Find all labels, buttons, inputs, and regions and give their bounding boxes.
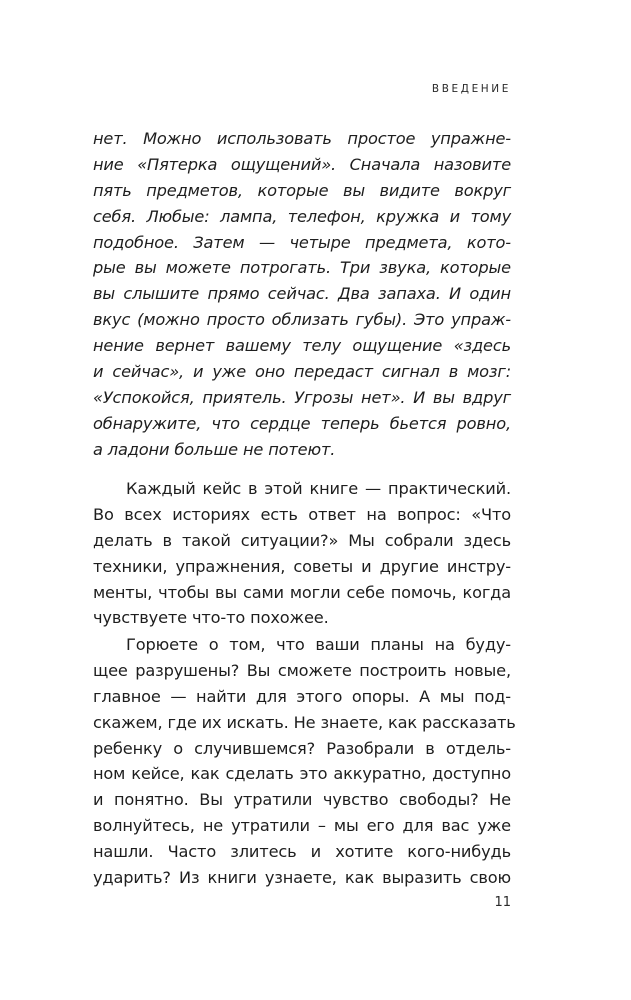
running-header: ВВЕДЕНИЕ bbox=[431, 83, 511, 95]
text-line: вы слышите прямо сейчас. Два запаха. И один bbox=[93, 284, 511, 304]
text-line: Во всех историях есть ответ на вопрос: «Что bbox=[93, 504, 511, 524]
paragraph-examples bbox=[93, 632, 516, 891]
text-line: скажем, где их искать. Не знаете, как рассказать bbox=[93, 712, 516, 732]
text-line: нет. Можно использовать простое упражне- bbox=[93, 129, 511, 148]
text-line: волнуйтесь, не утратили – мы его для вас уже bbox=[93, 816, 511, 836]
text-line: а ладони больше не потеют. bbox=[93, 439, 336, 459]
text-line: пять предметов, которые вы видите вокруг bbox=[93, 180, 511, 200]
text-line: техники, упражнения, советы и другие инстру- bbox=[93, 556, 511, 576]
text-line: ном кейсе, как сделать это аккуратно, доступно bbox=[93, 764, 511, 784]
text-line: себя. Любые: лампа, телефон, кружка и тому bbox=[93, 206, 511, 226]
text-line: и понятно. Вы утратили чувство свободы? Не bbox=[93, 790, 511, 810]
text-line: ние «Пятерка ощущений». Сначала назовите bbox=[93, 154, 511, 174]
paragraph-italic-exercise bbox=[93, 126, 511, 463]
text-line: Каждый кейс в этой книге — практический. bbox=[126, 479, 511, 498]
text-line: обнаружите, что сердце теперь бьется ровно, bbox=[93, 413, 511, 433]
text-line: «Успокойся, приятель. Угрозы нет». И вы вдруг bbox=[93, 387, 511, 407]
text-line: ребенку о случившемся? Разобрали в отдель- bbox=[93, 738, 511, 758]
text-line: щее разрушены? Вы сможете построить новые, bbox=[93, 660, 511, 680]
text-line: чувствуете что-то похожее. bbox=[93, 608, 329, 628]
text-line: Горюете о том, что ваши планы на буду- bbox=[126, 635, 511, 654]
text-line: менты, чтобы вы сами могли себе помочь, когда bbox=[93, 582, 511, 602]
text-line: вкус (можно просто облизать губы). Это упраж- bbox=[93, 310, 511, 330]
text-line: нение вернет вашему телу ощущение «здесь bbox=[93, 336, 511, 356]
paragraph-practical-cases bbox=[93, 476, 511, 631]
text-line: и сейчас», и уже оно передаст сигнал в мозг: bbox=[93, 362, 511, 382]
text-line: рые вы можете потрогать. Три звука, которые bbox=[93, 258, 511, 278]
text-line: ударить? Из книги узнаете, как выразить свою bbox=[93, 868, 511, 888]
text-line: подобное. Затем — четыре предмета, кото- bbox=[93, 232, 511, 252]
text-line: главное — найти для этого опоры. А мы под- bbox=[93, 686, 511, 706]
page-number: 11 bbox=[494, 895, 511, 910]
text-line: делать в такой ситуации?» Мы собрали здесь bbox=[93, 530, 511, 550]
text-line: нашли. Часто злитесь и хотите кого-нибудь bbox=[93, 842, 511, 862]
